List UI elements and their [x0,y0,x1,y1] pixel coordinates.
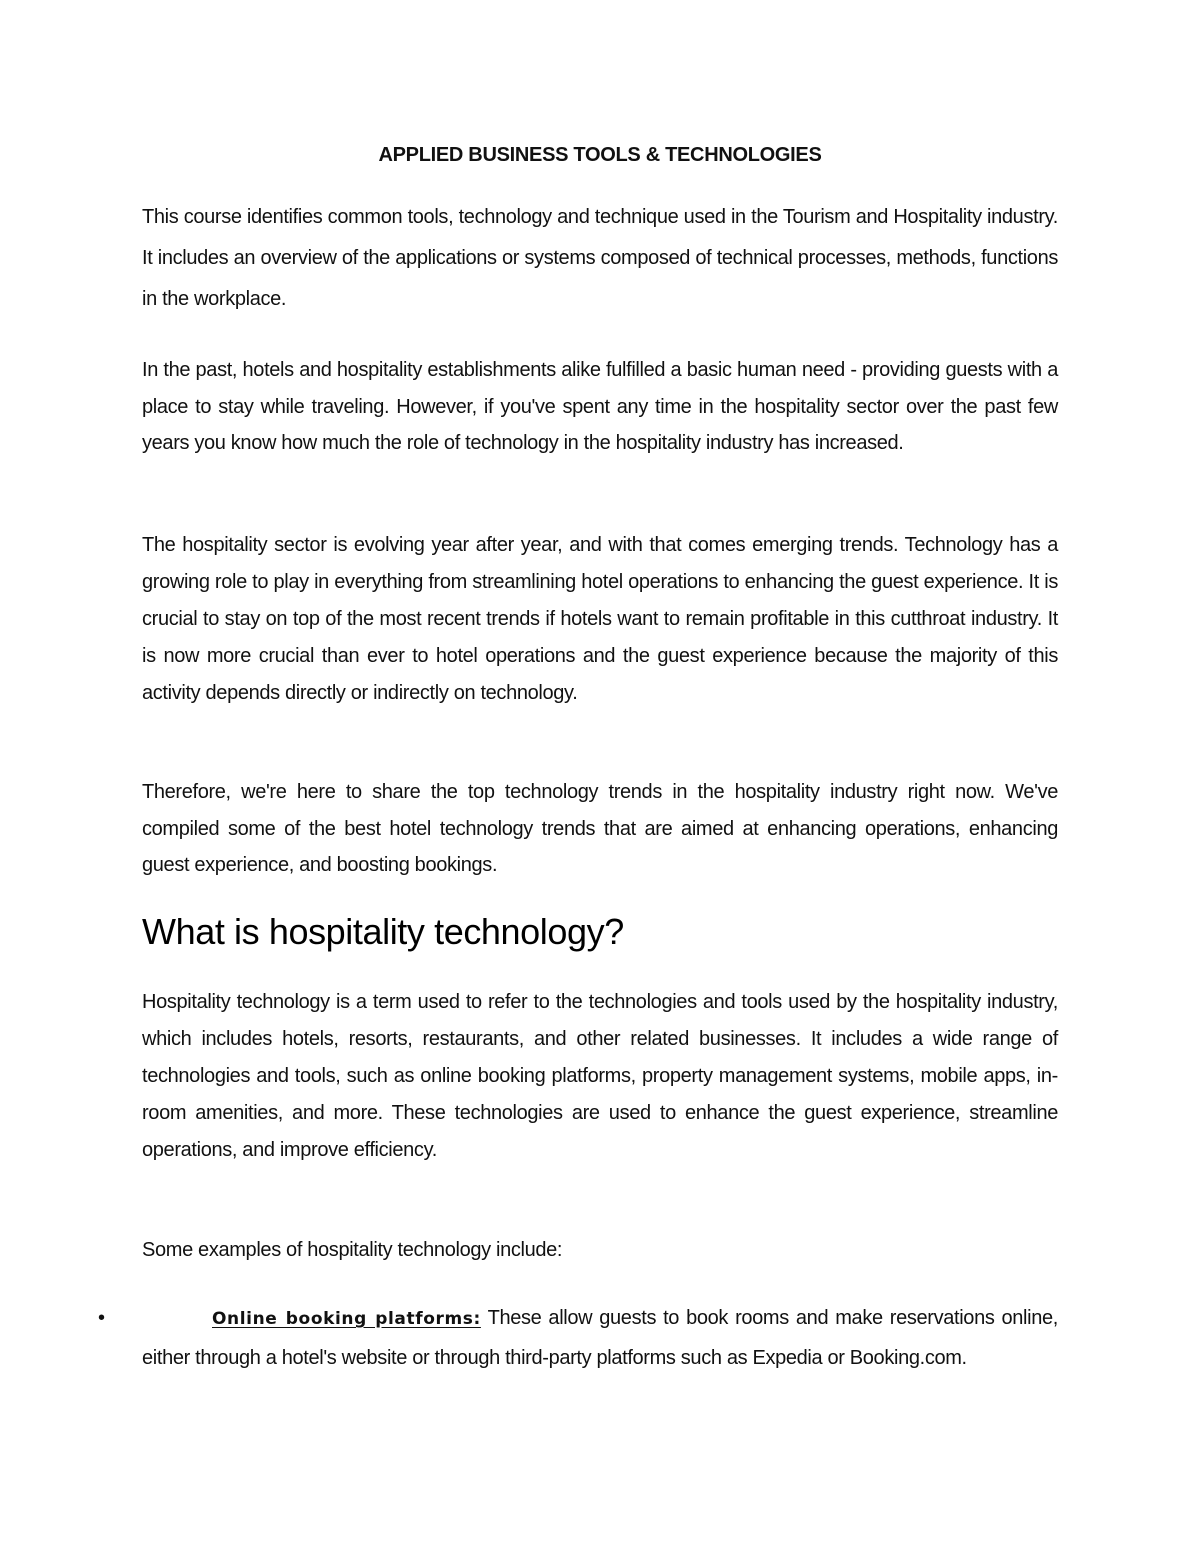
document-title: APPLIED BUSINESS TOOLS & TECHNOLOGIES [378,144,822,166]
intro-paragraph-therefore: Therefore, we're here to share the top technology trends in the hospitality industry right now. We've compiled some of the best hotel technology trends that are aimed at enhancing operations, enhancing guest experience, and boosting bookings. [142,781,1058,877]
bullet-text [142,1299,1058,1377]
section-paragraph-examples-intro: Some examples of hospitality technology include: [142,1239,563,1261]
bullet-label: Online booking platforms: [212,1309,481,1329]
section-paragraph-definition: Hospitality technology is a term used to refer to the technologies and tools used by the hospitality industry, which includes hotels, resorts, restaurants, and other related businesses. It includes a wide range of technologies and tools, such as online booking platforms, property management systems, mobile apps, in-room amenities, and more. These technologies are used to enhance the guest experience, streamline operations, and improve efficiency. [142,991,1058,1161]
intro-paragraph-evolving: The hospitality sector is evolving year after year, and with that comes emerging trends. Technology has a growing role to play in everything from streamlining hotel operations to enhancing the guest experience. It is crucial to stay on top of the most recent trends if hotels want to remain profitable in this cutthroat industry. It is now more crucial than ever to hotel operations and the guest experience because the majority of this activity depends directly or indirectly on technology. [142,534,1058,704]
bullet-icon: • [98,1307,106,1329]
section-heading: What is hospitality technology? [142,911,624,952]
bullet-description: These allow guests to book rooms and make reservations online, either through a hotel's website or through third-party platforms such as Expedia or Booking.com. [142,1307,1059,1369]
intro-paragraph-course: This course identifies common tools, technology and technique used in the Tourism and Hospitality industry. It includes an overview of the applications or systems composed of technical processes, methods, functions in the workplace. [142,206,1058,310]
intro-paragraph-past: In the past, hotels and hospitality establishments alike fulfilled a basic human need - providing guests with a place to stay while traveling. However, if you've spent any time in the hospitality sector over the past few years you know how much the role of technology in the hospitality industry has increased. [142,359,1058,455]
